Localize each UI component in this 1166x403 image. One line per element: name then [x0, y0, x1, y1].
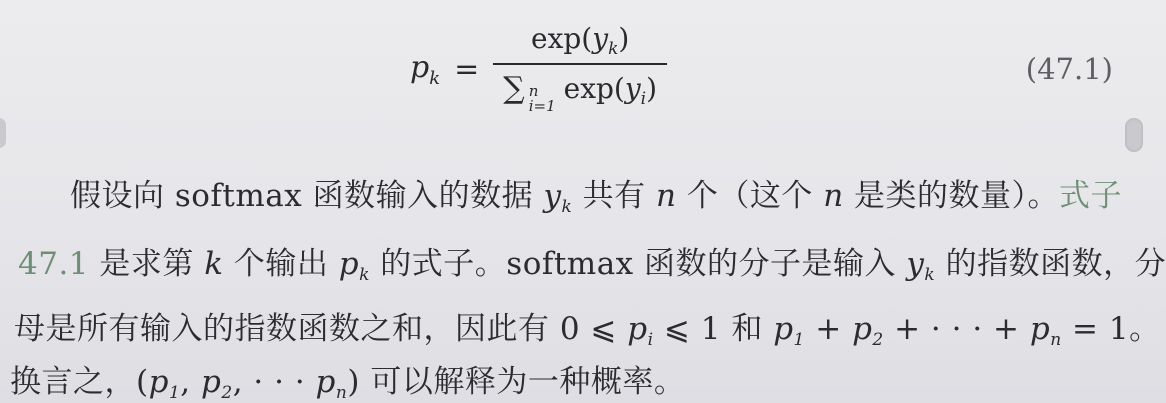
l3-eq-one: = 1 — [1061, 311, 1130, 347]
equation-ref-link[interactable]: 式子 — [1059, 178, 1123, 214]
l4-p2: p — [201, 364, 222, 400]
equation-number: (47.1) — [1025, 52, 1113, 86]
l3-p2: p — [852, 311, 873, 347]
l3-p2-sub: 2 — [872, 330, 884, 350]
lhs-sub: k — [429, 67, 441, 89]
sum-symbol: ∑ — [503, 71, 525, 106]
l3-plus1: + — [804, 311, 853, 347]
l2-y: y — [906, 246, 925, 282]
l4-close: ) — [347, 364, 360, 400]
paragraph-line-1 — [70, 170, 1122, 217]
l2-k: k — [204, 246, 224, 282]
sum-upper: n — [528, 82, 539, 100]
lhs-var: p — [410, 49, 430, 85]
l2-y-sub: k — [924, 265, 936, 285]
l2-text-e: 函数的分子是输入 — [633, 246, 907, 282]
right-edge-tab — [1125, 118, 1143, 152]
l2-text-b: 个输出 — [223, 246, 339, 282]
sum-lower: i=1 — [528, 97, 556, 115]
l2-softmax: softmax — [506, 246, 634, 282]
paragraph-line-2 — [18, 238, 1166, 285]
l2-p: p — [338, 246, 360, 282]
denominator-body — [564, 72, 657, 109]
l1-text-g: 个（这个 — [676, 178, 824, 214]
equation-lhs — [410, 50, 440, 89]
paragraph-line-4 — [10, 356, 685, 403]
softmax-equation — [410, 22, 667, 116]
l1-text-a: 假设向 — [70, 178, 175, 214]
l1-y: y — [543, 178, 562, 214]
l3-end: 。 — [1129, 311, 1161, 347]
l2-p-sub: k — [359, 265, 370, 285]
l2-text-c: 的式子。 — [369, 246, 507, 282]
l4-p1: p — [148, 364, 169, 400]
equals-sign: = — [454, 51, 480, 87]
denominator — [493, 65, 667, 116]
l3-p1: p — [773, 311, 794, 347]
l3-zero-leq: 0 ⩽ — [559, 311, 628, 347]
equation-ref-number[interactable]: 47.1 — [18, 246, 90, 282]
l3-pn-sub: n — [1050, 330, 1062, 350]
l2-text-a: 是求第 — [89, 246, 205, 282]
l3-p1-sub: 1 — [793, 330, 805, 350]
l4-open: ( — [136, 364, 149, 400]
l4-pn: p — [315, 364, 336, 400]
l3-p: p — [627, 311, 648, 347]
l1-text-c: 函数输入的数据 — [302, 178, 544, 214]
l1-text-i: 是类的数量）。 — [843, 178, 1060, 214]
numerator-fn: exp( — [531, 22, 593, 55]
l4-p1-sub: 1 — [168, 383, 181, 403]
l4-comma2: , · · · — [232, 364, 316, 400]
paragraph-line-3 — [14, 303, 1161, 350]
l3-text-d: 和 — [720, 311, 774, 347]
l4-text-a: 换言之， — [10, 364, 136, 400]
l3-leq-one: ⩽ 1 — [653, 311, 721, 347]
sum-limits — [529, 84, 556, 114]
denominator-var: y — [624, 72, 641, 105]
l4-comma1: , — [180, 364, 202, 400]
l2-text-f: 的指数函数，分 — [935, 246, 1166, 282]
l1-softmax: softmax — [174, 178, 303, 214]
numerator-var: y — [592, 22, 609, 55]
l3-text-a: 母是所有输入的指数函数之和，因此有 — [14, 311, 560, 347]
left-edge-tab — [0, 118, 6, 148]
l3-pn: p — [1029, 311, 1051, 347]
denominator-sub: i — [640, 89, 647, 109]
l3-p-sub: i — [647, 330, 654, 350]
l1-y-sub: k — [561, 197, 573, 217]
l1-text-e: 共有 — [572, 178, 656, 214]
denominator-fn: exp( — [563, 72, 625, 105]
denominator-close: ) — [646, 72, 658, 105]
numerator-close: ) — [618, 22, 630, 55]
l1-n: n — [656, 178, 677, 214]
l4-pn-sub: n — [335, 383, 348, 403]
numerator — [521, 22, 639, 63]
fraction — [493, 22, 667, 116]
l1-n2: n — [823, 178, 844, 214]
l4-p2-sub: 2 — [221, 383, 233, 403]
l4-text-b: 可以解释为一种概率。 — [359, 364, 686, 400]
l3-plus2: + · · · + — [883, 311, 1030, 347]
numerator-sub: k — [608, 39, 619, 59]
